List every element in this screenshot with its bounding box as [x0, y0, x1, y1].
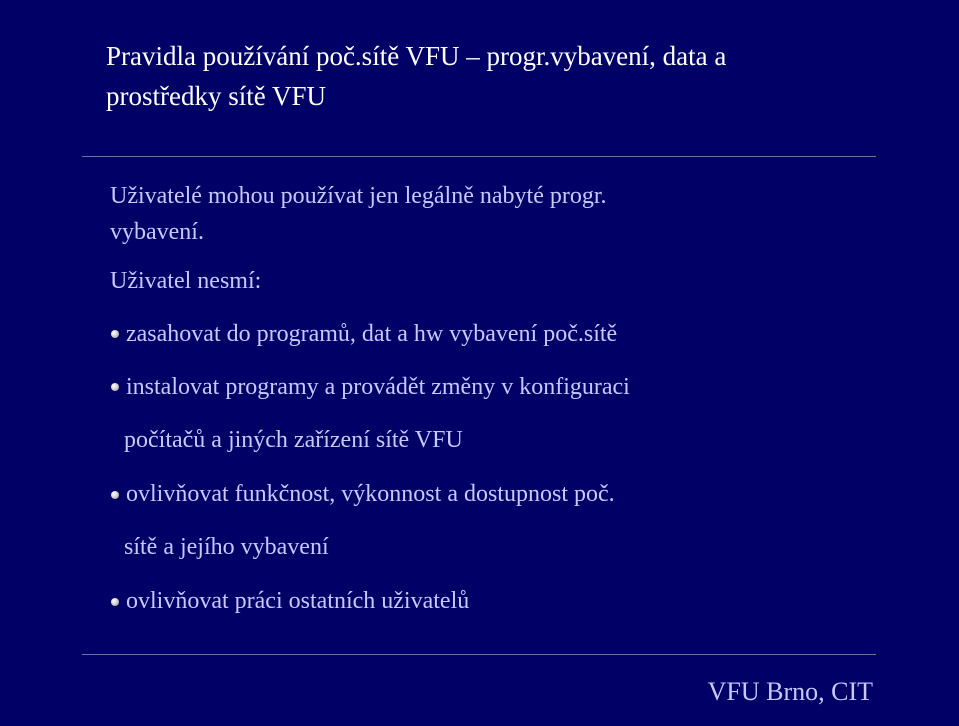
footer-text: VFU Brno, CIT [707, 677, 873, 706]
bullet-icon [111, 383, 119, 391]
bullet-icon [111, 330, 119, 338]
paragraph-2: Uživatel nesmí: [110, 268, 262, 294]
bottom-divider [82, 654, 876, 655]
bullet-3-line-1: ovlivňovat funkčnost, výkonnost a dostupnost poč. [126, 481, 615, 507]
slide-title-line-1: Pravidla používání poč.sítě VFU – progr.vybavení, data a [106, 41, 727, 71]
paragraph-1-line-1: Uživatelé mohou používat jen legálně nabyté progr. [110, 183, 607, 209]
bullet-icon [111, 491, 119, 499]
bullet-2-line-2: počítačů a jiných zařízení sítě VFU [124, 427, 463, 453]
paragraph-1-line-2: vybavení. [110, 219, 204, 245]
bullet-2-line-1: instalovat programy a provádět změny v konfiguraci [126, 374, 630, 400]
top-divider [82, 156, 876, 157]
bullet-4-line-1: ovlivňovat práci ostatních uživatelů [126, 588, 470, 614]
bullet-1-line-1: zasahovat do programů, dat a hw vybavení poč.sítě [126, 321, 618, 347]
slide-title [106, 36, 906, 116]
bullet-3-line-2: sítě a jejího vybavení [124, 534, 329, 560]
bullet-icon [111, 598, 119, 606]
slide-title-line-2: prostředky sítě VFU [106, 81, 326, 111]
